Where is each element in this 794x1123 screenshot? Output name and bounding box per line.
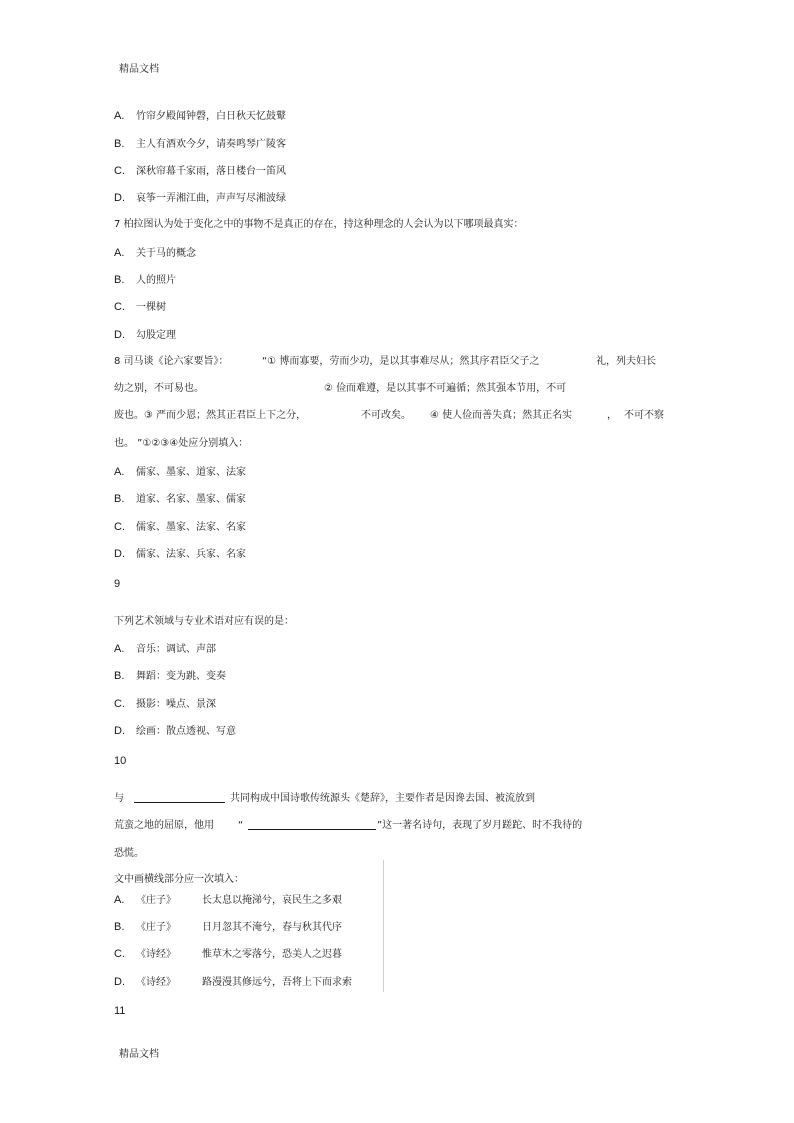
option-key: A. <box>114 466 125 478</box>
page-header: 精品文档 <box>119 64 159 75</box>
option-text: 摄影：噪点、景深 <box>136 699 216 710</box>
q8-option-b <box>114 493 246 506</box>
q6-option-d <box>114 192 286 205</box>
q9-number: 9 <box>114 578 121 590</box>
q7-option-a <box>114 247 196 260</box>
q10-option-a <box>114 894 342 907</box>
option-key: A. <box>114 110 125 122</box>
option-key: B. <box>114 921 125 933</box>
q8-line3-end: 不可不察 <box>624 410 664 421</box>
option-book: 《诗经》 <box>136 949 176 960</box>
q8-line2-start: 幼之别，不可易也。 <box>114 383 204 394</box>
q8-line3-body: ④ 使人俭而善失真；然其正名实 <box>430 410 573 421</box>
q10-option-b <box>114 921 342 934</box>
q8-line3-comma: ， <box>607 410 617 421</box>
option-verse: 惟草木之零落兮，恐美人之迟暮 <box>202 949 342 960</box>
q8-line1-intro: 8 司马谈《论六家要旨》： <box>114 356 229 367</box>
option-text: 人的照片 <box>136 275 176 286</box>
option-key: C. <box>114 301 125 313</box>
option-text: 主人有酒欢今夕，请奏鸣琴广陵客 <box>136 139 286 150</box>
q9-stem: 下列艺术领域与专业术语对应有误的是： <box>114 616 294 627</box>
q10-line1-body: 共同构成中国诗歌传统源头《楚辞》，主要作者是因谗去国、被流放到 <box>230 793 535 804</box>
option-text: 一棵树 <box>136 302 166 313</box>
option-text: 绘画：散点透视、写意 <box>136 726 236 737</box>
q8-line4: 也。 ”①②③④处应分别填入： <box>114 438 249 449</box>
option-key: D. <box>114 329 125 341</box>
q10-blank-1 <box>134 793 225 803</box>
option-verse: 日月忽其不淹兮，春与秋其代序 <box>202 922 342 933</box>
q6-option-b <box>114 138 286 151</box>
q8-line3-mid: 不可改矣。 <box>361 410 411 421</box>
q10-line1-start: 与 <box>114 793 124 804</box>
option-key: C. <box>114 698 125 710</box>
option-key: B. <box>114 274 125 286</box>
q7-option-b <box>114 274 176 287</box>
q10-line2-start: 荒蛮之地的屈原，他用 <box>114 820 214 831</box>
option-verse: 长太息以掩涕兮，哀民生之多艰 <box>202 895 342 906</box>
q9-option-a <box>114 643 216 656</box>
option-book: 《诗经》 <box>136 977 176 988</box>
option-text: 舞蹈：变为跳、变奏 <box>136 671 226 682</box>
option-key: C. <box>114 948 125 960</box>
q10-line2-end: ”这一著名诗句，表现了岁月蹉跎、时不我待的 <box>377 820 583 831</box>
q7-option-c <box>114 301 166 314</box>
q6-option-c <box>114 165 286 178</box>
option-key: D. <box>114 548 125 560</box>
q10-option-c <box>114 948 342 961</box>
q10-line2-quote: “ <box>238 820 244 831</box>
option-key: D. <box>114 976 125 988</box>
q11-number: 11 <box>114 1005 126 1017</box>
option-book: 《庄子》 <box>136 922 176 933</box>
q8-line1-body: “① 博而寡要，劳而少功，是以其事难尽从；然其序君臣父子之 <box>262 356 540 367</box>
option-key: A. <box>114 247 125 259</box>
q9-option-d <box>114 725 236 738</box>
option-text: 儒家、墨家、道家、法家 <box>136 467 246 478</box>
option-text: 深秋帘幕千家雨，落日楼台一笛风 <box>136 166 286 177</box>
option-text: 关于马的概念 <box>136 248 196 259</box>
q8-option-d <box>114 548 246 561</box>
q7-option-d <box>114 329 176 342</box>
option-key: C. <box>114 165 125 177</box>
option-verse: 路漫漫其修远兮，吾将上下而求索 <box>202 977 352 988</box>
q8-option-a <box>114 466 246 479</box>
option-key: B. <box>114 670 125 682</box>
q9-option-b <box>114 670 226 683</box>
q9-option-c <box>114 698 216 711</box>
q10-option-d <box>114 976 352 989</box>
option-key: A. <box>114 643 125 655</box>
option-text: 音乐：调试、声部 <box>136 644 216 655</box>
option-key: C. <box>114 521 125 533</box>
q8-line1-end: 礼，列夫妇长 <box>596 356 656 367</box>
option-text: 儒家、墨家、法家、名家 <box>136 522 246 533</box>
q6-option-a <box>114 110 286 123</box>
q10-stem: 文中画横线部分应一次填入： <box>114 874 244 885</box>
q7-stem: 7 柏拉图认为处于变化之中的事物不是真正的存在，持这种理念的人会认为以下哪项最真实： <box>114 219 524 230</box>
option-text: 哀筝一弄湘江曲，声声写尽湘波绿 <box>136 193 286 204</box>
q10-line3: 恐慌。 <box>114 848 144 859</box>
option-key: B. <box>114 138 125 150</box>
option-key: B. <box>114 493 125 505</box>
divider-line <box>383 860 384 992</box>
option-text: 儒家、法家、兵家、名家 <box>136 549 246 560</box>
page-footer: 精品文档 <box>119 1049 159 1060</box>
q10-number: 10 <box>114 755 127 767</box>
option-key: A. <box>114 894 125 906</box>
option-key: D. <box>114 725 125 737</box>
q8-option-c <box>114 521 246 534</box>
option-text: 竹帘夕殿闻钟磬，白日秋天忆鼓鼙 <box>136 111 286 122</box>
option-key: D. <box>114 192 125 204</box>
q10-blank-2 <box>248 820 376 830</box>
option-text: 道家、名家、墨家、儒家 <box>136 494 246 505</box>
option-text: 勾股定理 <box>136 330 176 341</box>
q8-line3-start: 废也。③ 严而少恩；然其正君臣上下之分， <box>114 410 307 421</box>
q8-line2-body: ② 俭而难遵，是以其事不可遍循；然其强本节用，不可 <box>324 383 567 394</box>
option-book: 《庄子》 <box>136 895 176 906</box>
